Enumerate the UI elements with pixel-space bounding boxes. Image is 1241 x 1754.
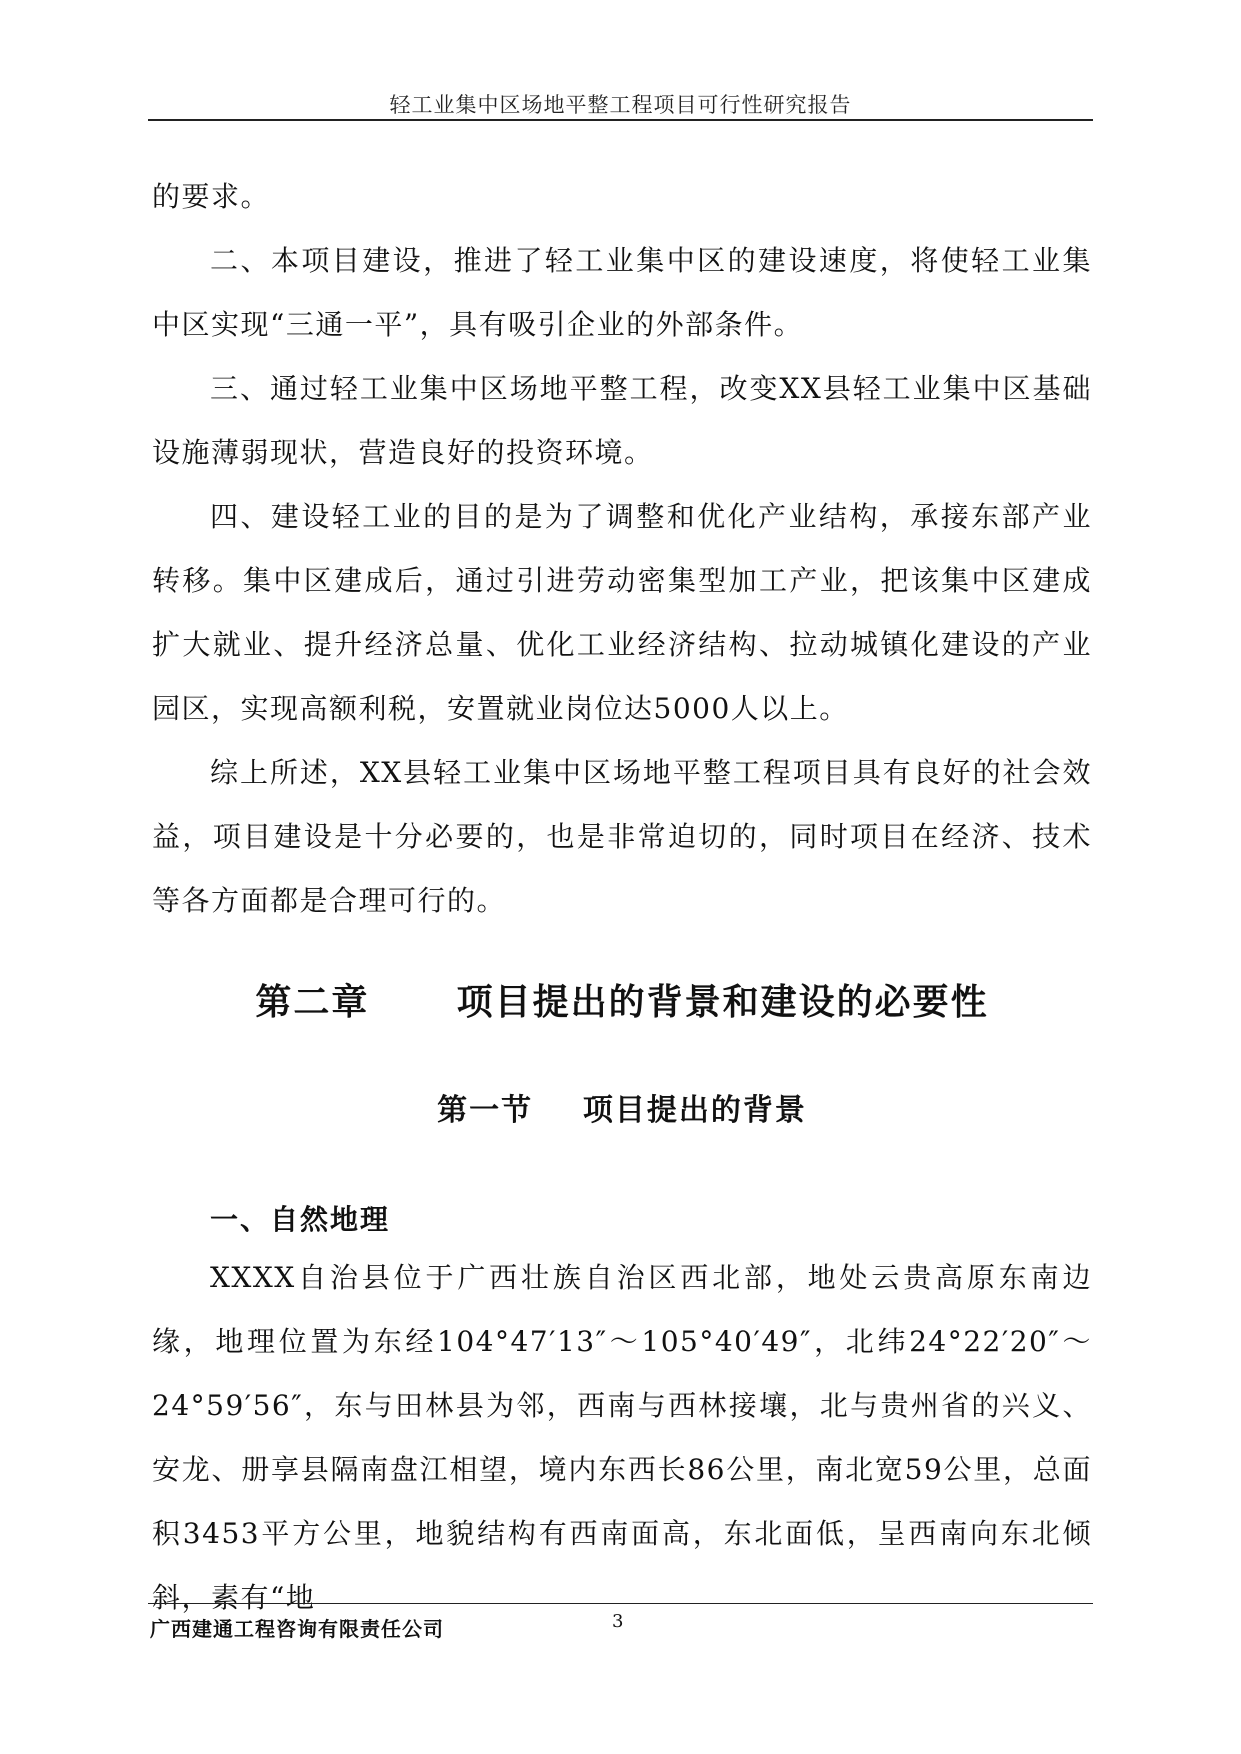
chapter-title: 第二章 项目提出的背景和建设的必要性 bbox=[255, 982, 989, 1023]
page-body bbox=[152, 165, 1092, 1630]
page-number: 3 bbox=[612, 1611, 624, 1632]
paragraph-geography: XXXX自治县位于广西壮族自治区西北部，地处云贵高原东南边缘，地理位置为东经104°47′13″～105°40′49″，北纬24°22′20″～24°59′56″，东与田林县为邻，西南与西林接壤，北与贵州省的兴义、安龙、册享县隔南盘江相望，境内东西长86公里，南北宽59公里，总面积3453平方公里，地貌结构有西南面高，东北面低，呈西南向东北倾斜，素有“地 bbox=[152, 1261, 1092, 1614]
header-rule bbox=[148, 119, 1093, 121]
subheading: 一、自然地理 bbox=[210, 1203, 391, 1236]
paragraph-point-two: 二、本项目建设，推进了轻工业集中区的建设速度，将使轻工业集中区实现“三通一平”，具有吸引企业的外部条件。 bbox=[152, 244, 1092, 341]
section-title: 第一节 项目提出的背景 bbox=[437, 1093, 807, 1128]
paragraph-point-three: 三、通过轻工业集中区场地平整工程，改变XX县轻工业集中区基础设施薄弱现状，营造良好的投资环境。 bbox=[152, 372, 1092, 469]
running-header: 轻工业集中区场地平整工程项目可行性研究报告 bbox=[389, 93, 852, 117]
footer-company: 广西建通工程咨询有限责任公司 bbox=[150, 1617, 444, 1641]
paragraph-continuation: 的要求。 bbox=[152, 180, 271, 213]
footer-rule bbox=[148, 1603, 1093, 1604]
paragraph-summary: 综上所述，XX县轻工业集中区场地平整工程项目具有良好的社会效益，项目建设是十分必要的，也是非常迫切的，同时项目在经济、技术等各方面都是合理可行的。 bbox=[152, 756, 1092, 917]
paragraph-point-four: 四、建设轻工业的目的是为了调整和优化产业结构，承接东部产业转移。集中区建成后，通过引进劳动密集型加工产业，把该集中区建成扩大就业、提升经济总量、优化工业经济结构、拉动城镇化建设的产业园区，实现高额利税，安置就业岗位达5000人以上。 bbox=[152, 500, 1092, 725]
